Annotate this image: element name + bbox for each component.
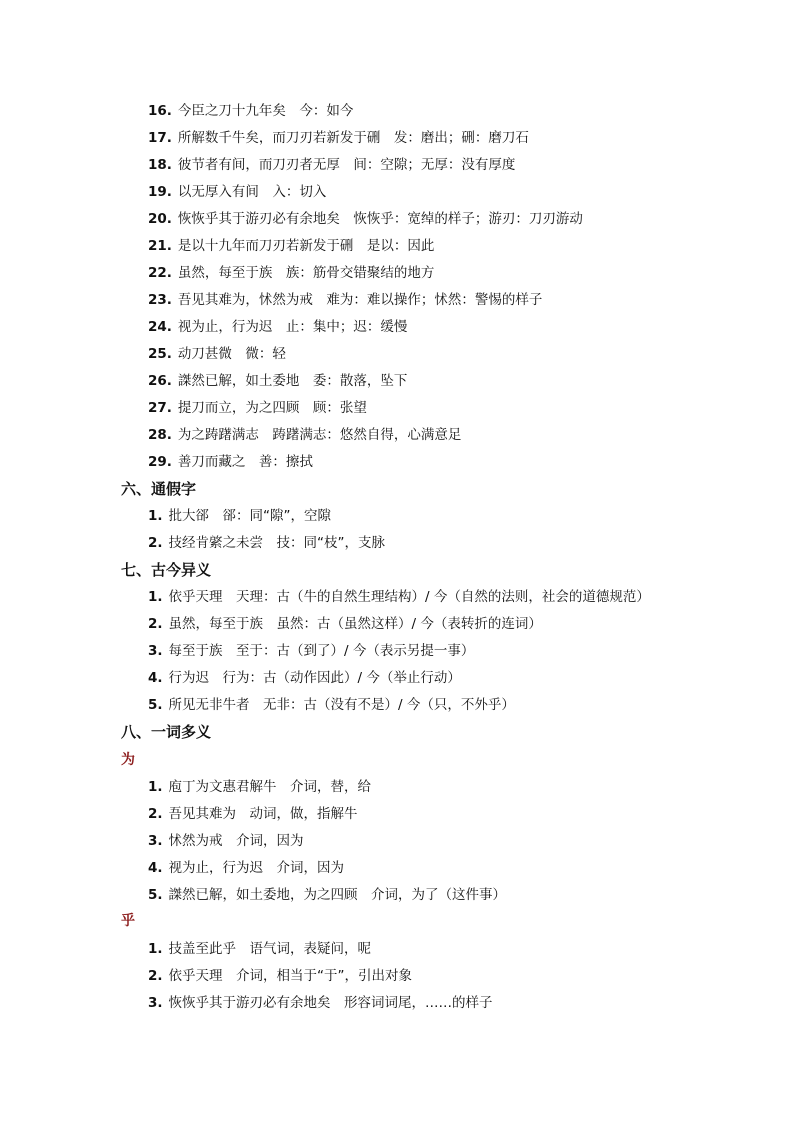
list-item: 22. 虽然，每至于族 族：筋骨交错聚结的地方 <box>148 265 435 281</box>
list-item: 2. 虽然，每至于族 虽然：古（虽然这样）/ 今（表转折的连词） <box>148 616 542 632</box>
list-item: 3. 恢恢乎其于游刃必有余地矣 形容词词尾，……的样子 <box>148 995 493 1011</box>
list-item: 5. 謋然已解，如土委地，为之四顾 介词，为了（这件事） <box>148 887 507 903</box>
list-item: 1. 技盖至此乎 语气词，表疑问，呢 <box>148 941 372 957</box>
list-item: 20. 恢恢乎其于游刃必有余地矣 恢恢乎：宽绰的样子；游刃：刀刃游动 <box>148 211 583 227</box>
list-item: 3. 怵然为戒 介词，因为 <box>148 833 304 849</box>
section-heading-yiciduoyi: 八、一词多义 <box>121 723 212 741</box>
list-item: 1. 依乎天理 天理：古（牛的自然生理结构）/ 今（自然的法则，社会的道德规范） <box>148 589 650 605</box>
word-heading-hu: 乎 <box>121 913 135 929</box>
list-item: 1. 庖丁为文惠君解牛 介词，替，给 <box>148 779 372 795</box>
list-item: 4. 视为止，行为迟 介词，因为 <box>148 860 345 876</box>
list-item: 2. 技经肯綮之未尝 技：同“枝”，支脉 <box>148 535 386 551</box>
list-item: 26. 謋然已解，如土委地 委：散落，坠下 <box>148 373 408 389</box>
list-item: 2. 吾见其难为 动词，做，指解牛 <box>148 806 358 822</box>
list-item: 3. 每至于族 至于：古（到了）/ 今（表示另提一事） <box>148 643 475 659</box>
list-item: 21. 是以十九年而刀刃若新发于硎 是以：因此 <box>148 238 435 254</box>
list-item: 18. 彼节者有间，而刀刃者无厚 间：空隙；无厚：没有厚度 <box>148 157 516 173</box>
list-item: 29. 善刀而藏之 善：擦拭 <box>148 454 313 470</box>
list-item: 24. 视为止，行为迟 止：集中；迟：缓慢 <box>148 319 408 335</box>
section-heading-tongjiazi: 六、通假字 <box>121 480 197 498</box>
list-item: 16. 今臣之刀十九年矣 今：如今 <box>148 103 354 119</box>
list-item: 25. 动刀甚微 微：轻 <box>148 346 286 362</box>
list-item: 5. 所见无非牛者 无非：古（没有不是）/ 今（只，不外乎） <box>148 697 515 713</box>
list-item: 2. 依乎天理 介词，相当于“于”，引出对象 <box>148 968 413 984</box>
list-item: 27. 提刀而立，为之四顾 顾：张望 <box>148 400 367 416</box>
word-heading-wei: 为 <box>121 752 135 768</box>
list-item: 23. 吾见其难为，怵然为戒 难为：难以操作；怵然：警惕的样子 <box>148 292 543 308</box>
list-item: 28. 为之踌躇满志 踌躇满志：悠然自得，心满意足 <box>148 427 462 443</box>
list-item: 17. 所解数千牛矣，而刀刃若新发于硎 发：磨出；硎：磨刀石 <box>148 130 529 146</box>
section-heading-gujinyiyi: 七、古今异义 <box>121 561 212 579</box>
list-item: 4. 行为迟 行为：古（动作因此）/ 今（举止行动） <box>148 670 461 686</box>
list-item: 1. 批大郤 郤：同“隙”，空隙 <box>148 508 332 524</box>
list-item: 19. 以无厚入有间 入：切入 <box>148 184 327 200</box>
